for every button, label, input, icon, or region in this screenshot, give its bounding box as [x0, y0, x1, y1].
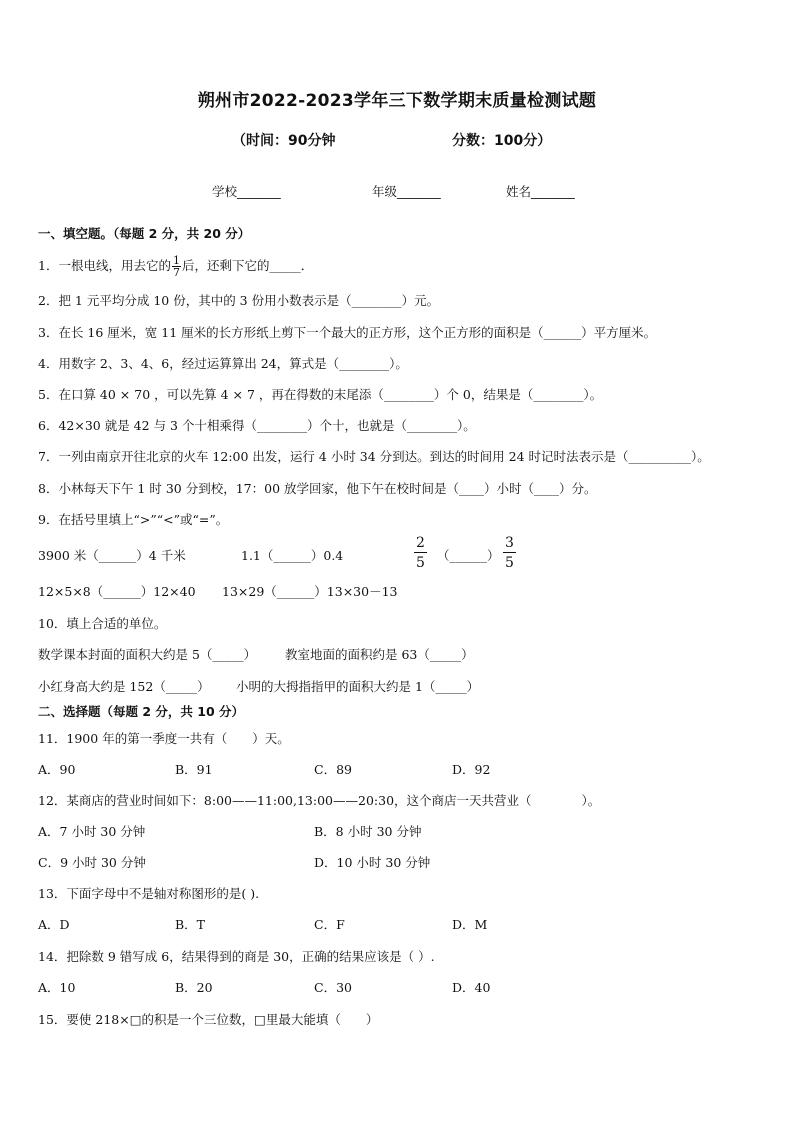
- question-1: [38, 255, 313, 278]
- exam-time: （时间：90分钟: [232, 133, 336, 149]
- question-9-a: 3900 米（______）4 千米: [38, 548, 186, 563]
- question-14: 14．把除数 9 错写成 6，结果得到的商是 30，正确的结果应该是（ ）.: [38, 949, 435, 964]
- question-10-c: 小红身高大约是 152（_____）: [38, 679, 210, 694]
- exam-title: 朔州市2022-2023学年三下数学期末质量检测试题: [197, 91, 597, 111]
- option-d: D．10 小时 30 分钟: [314, 855, 431, 870]
- question-7: 7．一列由南京开往北京的火车 12:00 出发，运行 4 小时 34 分到达。到达的时间用 24 时记时法表示是（__________）。: [38, 449, 710, 464]
- fraction-three-fifths: [503, 536, 516, 570]
- fraction-two-fifths: [414, 536, 427, 570]
- option-c: C．9 小时 30 分钟: [38, 855, 146, 870]
- grade-field: 年级_______: [372, 184, 441, 199]
- question-9-e: 13×29（______）13×30－13: [222, 584, 398, 599]
- school-field: 学校_______: [212, 184, 281, 199]
- fraction-numerator: 2: [416, 535, 425, 551]
- option-a: A．10: [38, 980, 76, 995]
- question-9-stem: 9．在括号里填上“>”“<”或“=”。: [38, 512, 229, 527]
- fraction-numerator: 3: [505, 535, 514, 551]
- fraction-numerator: 1: [172, 254, 180, 267]
- question-3: 3．在长 16 厘米，宽 11 厘米的长方形纸上剪下一个最大的正方形，这个正方形的面积是（______）平方厘米。: [38, 325, 657, 340]
- name-field: 姓名_______: [506, 184, 575, 199]
- option-b: B．8 小时 30 分钟: [314, 824, 422, 839]
- section-heading-multiple-choice: 二、选择题（每题 2 分，共 10 分）: [38, 704, 245, 719]
- option-d: D．40: [452, 980, 491, 995]
- question-9-c-blank: （______）: [437, 548, 500, 563]
- question-9-b: 1.1（______）0.4: [241, 548, 344, 563]
- fraction-one-seventh: [172, 255, 181, 278]
- option-b: B．91: [175, 762, 213, 777]
- option-b: B．20: [175, 980, 213, 995]
- option-c: C．F: [314, 917, 345, 932]
- question-15: 15．要使 218×□的积是一个三位数，□里最大能填（ ）: [38, 1012, 379, 1027]
- option-a: A．90: [38, 762, 76, 777]
- question-13: 13．下面字母中不是轴对称图形的是( ).: [38, 886, 260, 901]
- option-c: C．30: [314, 980, 352, 995]
- question-10-a: 数学课本封面的面积大约是 5（_____）: [38, 647, 257, 662]
- option-b: B．T: [175, 917, 206, 932]
- option-d: D．92: [452, 762, 491, 777]
- question-11: 11．1900 年的第一季度一共有（ ）天。: [38, 731, 290, 746]
- fraction-denominator: 7: [172, 266, 180, 279]
- fraction-denominator: 5: [505, 555, 514, 571]
- question-12: 12．某商店的营业时间如下：8:00——11:00,13:00——20:30，这个商店一天共营业（ ）。: [38, 793, 601, 808]
- section-heading-fill-blank: 一、填空题。（每题 2 分，共 20 分）: [38, 226, 251, 241]
- option-a: A．7 小时 30 分钟: [38, 824, 146, 839]
- question-4: 4．用数字 2、3、4、6，经过运算算出 24，算式是（________）。: [38, 356, 408, 371]
- question-1-after: 后，还剩下它的_____．: [181, 258, 314, 273]
- question-10-b: 教室地面的面积约是 63（_____）: [285, 647, 474, 662]
- question-1-before: 1．一根电线，用去它的: [38, 258, 171, 273]
- option-c: C．89: [314, 762, 352, 777]
- option-a: A．D: [38, 917, 70, 932]
- question-10-d: 小明的大拇指指甲的面积大约是 1（_____）: [236, 679, 480, 694]
- question-9-d: 12×5×8（______）12×40: [38, 584, 196, 599]
- question-10-stem: 10．填上合适的单位。: [38, 616, 167, 631]
- question-5: 5．在口算 40 × 70 ，可以先算 4 × 7 ，再在得数的末尾添（________）个 0，结果是（________）。: [38, 387, 603, 402]
- exam-score: 分数：100分）: [452, 133, 552, 149]
- fraction-denominator: 5: [416, 555, 425, 571]
- question-6: 6．42×30 就是 42 与 3 个十相乘得（________）个十，也就是（________）。: [38, 418, 476, 433]
- option-d: D．M: [452, 917, 488, 932]
- question-2: 2．把 1 元平均分成 10 份，其中的 3 份用小数表示是（________）元。: [38, 293, 440, 308]
- question-8: 8．小林每天下午 1 时 30 分到校，17：00 放学回家，他下午在校时间是（____）小时（____）分。: [38, 481, 597, 496]
